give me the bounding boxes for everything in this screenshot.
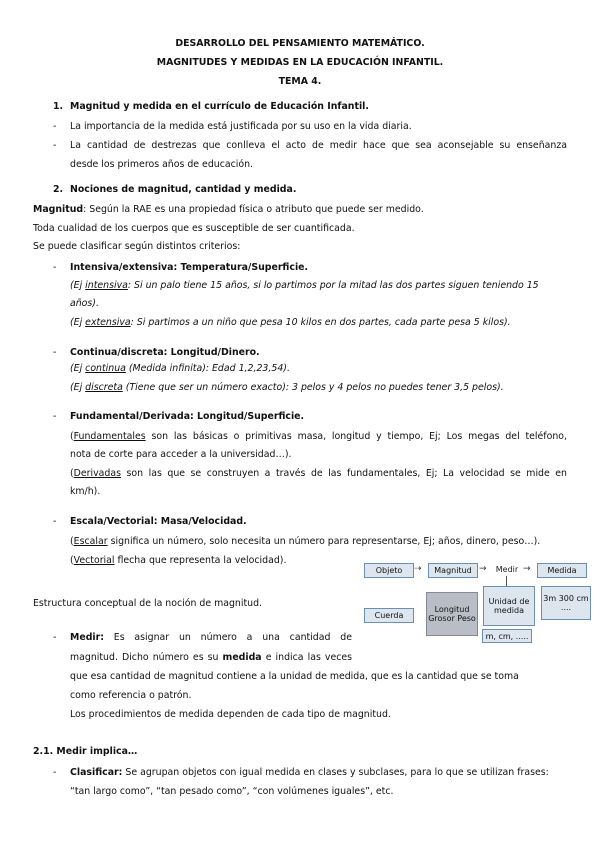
medir-line-4: como referencia o patrón. — [70, 690, 192, 701]
diagram-label: Longitud Grosor Peso — [428, 605, 476, 623]
diagram-unidad — [483, 586, 535, 626]
criterion-3-title: Fundamental/Derivada: Longitud/Superficie. — [70, 411, 305, 422]
bullet-dash: - — [53, 632, 57, 643]
magnitud-definition — [33, 204, 424, 216]
section-1-bullet-2: La cantidad de destrezas que conlleva el acto de medir hace que sea aconsejable su enseñanza — [70, 140, 567, 151]
bullet-dash: - — [53, 767, 57, 778]
example-term: Vectorial — [73, 555, 115, 566]
diagram-label: Magnitud — [434, 566, 472, 575]
doc-title: DESARROLLO DEL PENSAMIENTO MATEMÁTICO. — [175, 38, 425, 49]
criterion-3-example-a: (Fundamentales son las básicas o primitivas masa, longitud y tiempo, Ej; Los megas del teléfono, — [70, 431, 567, 442]
criterion-3-example-b: (Derivadas son las que se construyen a través de las fundamentales, Ej; La velocidad se mide en — [70, 468, 567, 479]
example-term: Escalar — [73, 536, 108, 547]
section-1-bullet-2-cont: desde los primeros años de educación. — [70, 159, 254, 170]
magnitud-definition-text: : Según la RAE es una propiedad física o atributo que puede ser medido. — [83, 204, 424, 215]
estructura-caption: Estructura conceptual de la noción de magnitud. — [33, 598, 263, 609]
doc-topic: TEMA 4. — [278, 76, 322, 87]
diagram-mcm — [482, 629, 532, 643]
criterion-4-example-a: (Escalar significa un número, solo necesita un número para representarse, Ej; años, dinero, peso…). — [70, 536, 541, 547]
criterion-4-example-b: (Vectorial flecha que representa la velocidad). — [70, 555, 287, 566]
bullet-dash: - — [53, 347, 57, 358]
medir-line-1 — [70, 632, 352, 644]
clasificar-text: Se agrupan objetos con igual medida en clases y subclases, para lo que se utilizan frases: — [122, 767, 549, 778]
criterion-3-example-b-cont: km/h). — [70, 486, 101, 497]
section-1-number: 1. — [53, 101, 64, 112]
example-text: son las básicas o primitivas masa, longitud y tiempo, Ej; Los megas del teléfono, — [145, 431, 567, 442]
magnitud-line-3: Se puede clasificar según distintos criterios: — [33, 241, 241, 252]
section-2-1-title: 2.1. Medir implica… — [33, 746, 138, 757]
diagram-value — [541, 586, 591, 620]
section-1-title: Magnitud y medida en el currículo de Educación Infantil. — [70, 101, 369, 112]
medir-term: Medir: — [70, 632, 104, 643]
diagram-medir: Medir — [495, 565, 519, 574]
diagram-objeto — [364, 563, 414, 578]
example-term: intensiva — [85, 280, 128, 291]
criterion-1-title: Intensiva/extensiva: Temperatura/Superficie. — [70, 262, 309, 273]
bullet-dash: - — [53, 516, 57, 527]
clasificar-line-1 — [70, 767, 549, 779]
magnitud-term: Magnitud — [33, 204, 84, 215]
criterion-1-example-a-cont: años). — [70, 298, 99, 309]
bullet-dash: - — [53, 140, 57, 151]
diagram-longitud — [426, 592, 478, 636]
diagram-cuerda — [364, 608, 414, 623]
medir-text: Es asignar un número a una cantidad de — [103, 632, 352, 643]
section-2-title: Nociones de magnitud, cantidad y medida. — [70, 184, 297, 195]
medir-text: e indica las veces — [261, 652, 353, 663]
diagram-label: Objeto — [375, 566, 403, 575]
example-text: son las que se construyen a través de las fundamentales, Ej; La velocidad se mide en — [121, 468, 567, 479]
clasificar-line-2: “tan largo como”, “tan pesado como”, “con volúmenes iguales”, etc. — [70, 786, 394, 797]
example-term: continua — [85, 363, 126, 374]
example-text: (Tiene que ser un número exacto): 3 pelos y 4 pelos no puedes tener 3,5 pelos). — [122, 382, 504, 393]
criterion-3-example-a-cont: nota de corte para acceder a la universidad…). — [70, 449, 292, 460]
diagram-label: 3m 300 cm .... — [543, 594, 589, 612]
criterion-4-title: Escala/Vectorial: Masa/Velocidad. — [70, 516, 247, 527]
criterion-1-example-a — [70, 280, 539, 292]
diagram-label: Cuerda — [374, 611, 404, 620]
bullet-dash: - — [53, 262, 57, 273]
example-text: (Medida infinita): Edad 1,2,23,54). — [125, 363, 290, 374]
criterion-1-example-b — [70, 317, 511, 329]
example-text: flecha que representa la velocidad). — [114, 555, 287, 566]
section-2-number: 2. — [53, 184, 64, 195]
section-1-bullet-1: La importancia de la medida está justificada por su uso en la vida diaria. — [70, 121, 412, 132]
medir-bold: medida — [222, 652, 262, 663]
example-prefix: (Ej — [70, 382, 86, 393]
example-term: Derivadas — [73, 468, 121, 479]
medir-line-3: que esa cantidad de magnitud contiene a la unidad de medida, que es la cantidad que se toma — [70, 671, 519, 682]
example-prefix: (Ej — [70, 363, 86, 374]
connector-line — [506, 576, 507, 586]
medir-text: magnitud. Dicho número es su — [70, 652, 223, 663]
diagram-label: m, cm, ..... — [485, 631, 529, 641]
arrow-right-icon: ⇢ — [414, 564, 422, 574]
example-text: significa un número, solo necesita un número para representarse, Ej; años, dinero, peso…). — [107, 536, 541, 547]
example-term: extensiva — [85, 317, 131, 328]
diagram-label: Unidad de medida — [488, 597, 530, 615]
criterion-2-example-a — [70, 363, 290, 375]
diagram-label: Medida — [547, 566, 577, 575]
example-text: : Si partimos a un niño que pesa 10 kilos en dos partes, cada parte pesa 5 kilos). — [130, 317, 511, 328]
example-term: discreta — [85, 382, 123, 393]
diagram-medida — [537, 563, 587, 578]
clasificar-term: Clasificar: — [70, 767, 123, 778]
example-prefix: (Ej — [70, 317, 86, 328]
bullet-dash: - — [53, 411, 57, 422]
doc-subtitle: MAGNITUDES Y MEDIDAS EN LA EDUCACIÓN INFANTIL. — [156, 57, 444, 68]
example-term: Fundamentales — [73, 431, 146, 442]
criterion-2-example-b — [70, 382, 504, 394]
diagram-magnitud — [428, 563, 478, 578]
medir-line-2 — [70, 652, 352, 664]
example-prefix: (Ej — [70, 280, 86, 291]
criterion-2-title: Continua/discreta: Longitud/Dinero. — [70, 347, 260, 358]
medir-line-5: Los procedimientos de medida dependen de cada tipo de magnitud. — [70, 709, 391, 720]
example-text: : Si un palo tiene 15 años, si lo partimos por la mitad las dos partes siguen teniendo 15 — [127, 280, 539, 291]
magnitud-line-2: Toda cualidad de los cuerpos que es susceptible de ser cuantificada. — [33, 223, 355, 234]
arrow-right-icon: → — [479, 564, 487, 574]
arrow-right-icon: → — [523, 564, 531, 574]
bullet-dash: - — [53, 121, 57, 132]
